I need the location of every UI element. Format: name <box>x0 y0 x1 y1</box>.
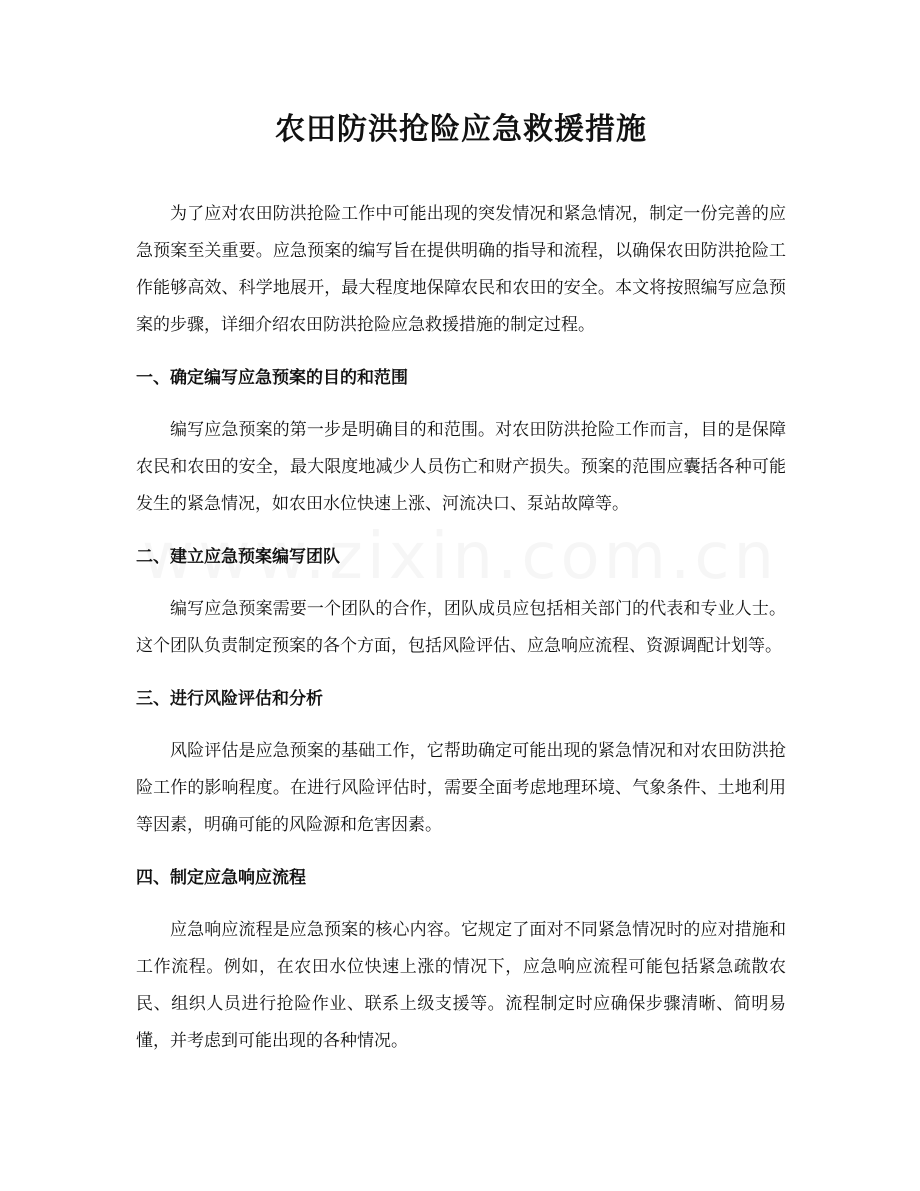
section-body-2: 编写应急预案需要一个团队的合作，团队成员应包括相关部门的代表和专业人士。这个团队负责制定预案的各个方面，包括风险评估、应急响应流程、资源调配计划等。 <box>136 599 786 656</box>
section-body-1: 编写应急预案的第一步是明确目的和范围。对农田防洪抢险工作而言，目的是保障农民和农田的安全，最大限度地减少人员伤亡和财产损失。预案的范围应囊括各种可能发生的紧急情况，如农田水位快速上涨、河流决口、泵站故障等。 <box>136 420 786 514</box>
section-heading-2: 二、建立应急预案编写团队 <box>136 547 340 567</box>
section-body-4: 应急响应流程是应急预案的核心内容。它规定了面对不同紧急情况时的应对措施和工作流程。例如，在农田水位快速上涨的情况下，应急响应流程可能包括紧急疏散农民、组织人员进行抢险作业、联系上级支援等。流程制定时应确保步骤清晰、简明易懂，并考虑到可能出现的各种情况。 <box>136 920 786 1051</box>
section-heading-3: 三、进行风险评估和分析 <box>136 689 323 709</box>
section-heading-1: 一、确定编写应急预案的目的和范围 <box>136 368 408 388</box>
section-heading-4: 四、制定应急响应流程 <box>136 868 306 888</box>
section-body-3: 风险评估是应急预案的基础工作，它帮助确定可能出现的紧急情况和对农田防洪抢险工作的影响程度。在进行风险评估时，需要全面考虑地理环境、气象条件、土地利用等因素，明确可能的风险源和危害因素。 <box>136 741 786 835</box>
document-title: 农田防洪抢险应急救援措施 <box>275 112 647 147</box>
intro-paragraph: 为了应对农田防洪抢险工作中可能出现的突发情况和紧急情况，制定一份完善的应急预案至关重要。应急预案的编写旨在提供明确的指导和流程，以确保农田防洪抢险工作能够高效、科学地展开，最大程度地保障农民和农田的安全。本文将按照编写应急预案的步骤，详细介绍农田防洪抢险应急救援措施的制定过程。 <box>136 204 786 335</box>
